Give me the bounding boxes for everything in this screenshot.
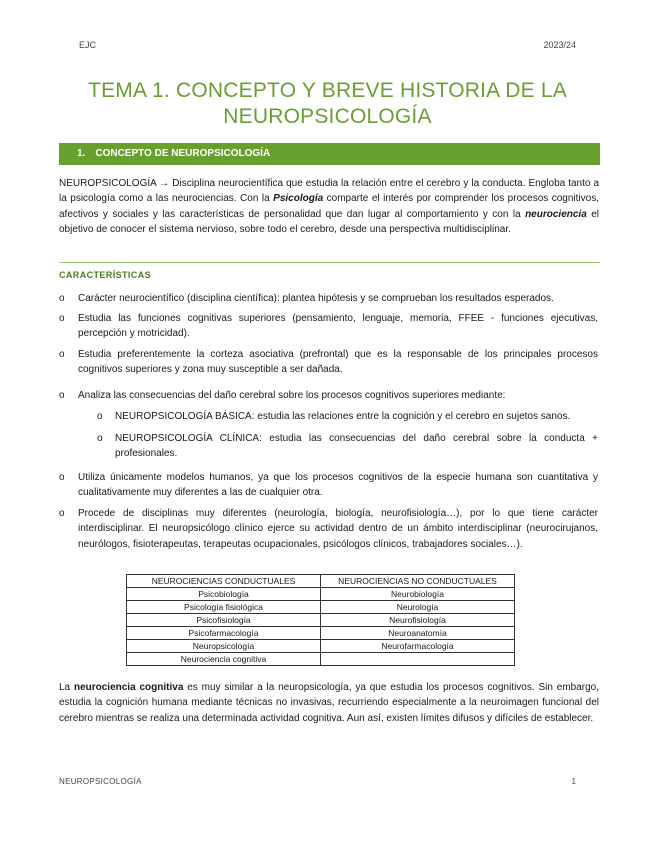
section-divider — [59, 262, 600, 263]
table-cell: Neurociencia cognitiva — [127, 653, 321, 666]
page-number: 1 — [571, 777, 576, 786]
arrow-icon: → — [159, 178, 170, 189]
page-title — [60, 78, 595, 130]
table-cell: Neurofisiología — [321, 614, 515, 627]
bullet-icon: o — [97, 411, 103, 422]
bullet-icon: o — [59, 313, 65, 324]
psicologia-term: Psicología — [273, 193, 324, 205]
table-header-cell: NEUROCIENCIAS CONDUCTUALES — [127, 575, 321, 588]
table-cell: Neurología — [321, 601, 515, 614]
title-line-2: NEUROPSICOLOGÍA — [223, 105, 432, 128]
sub-list-item: o NEUROPSICOLOGÍA CLÍNICA: estudia las consecuencias del daño cerebral sobre la conducta + profesionales. — [97, 433, 598, 460]
bullet-icon: o — [59, 390, 65, 401]
neurociencia-cognitiva-term: neurociencia cognitiva — [73, 682, 184, 693]
sub-list-item: o NEUROPSICOLOGÍA BÁSICA: estudia las relaciones entre la cognición y el cerebro en sujetos sanos. — [115, 409, 598, 424]
section-number: 1. — [77, 148, 86, 159]
table-row — [127, 653, 515, 666]
table-cell: Psicología fisiológica — [127, 601, 321, 614]
list-item: o Analiza las consecuencias del daño cerebral sobre los procesos cognitivos superiores mediante: — [78, 388, 598, 403]
bullet-icon: o — [59, 293, 65, 304]
table-cell: Neuroanatomía — [321, 627, 515, 640]
title-line-1: TEMA 1. CONCEPTO Y BREVE HISTORIA DE LA — [88, 79, 567, 102]
section-label: CONCEPTO DE NEUROPSICOLOGÍA — [95, 148, 271, 159]
table-cell: Psicofarmacología — [127, 627, 321, 640]
bullet-icon: o — [97, 433, 103, 444]
table-cell: Neuropsicología — [127, 640, 321, 653]
footer-title: NEUROPSICOLOGÍA — [59, 777, 142, 786]
closing-paragraph: La neurociencia cognitiva es muy similar a la neuropsicología, ya que estudia los procesos cognitivos. Sin embargo, estudia la cognición humana mediante técnicas no invasivas, recurriendo especialmente a la neuroimagen funcional del cerebro mientras se realiza una determinada actividad cognitiva. Aun así, existen límites difusos y difíciles de establecer. — [59, 682, 600, 724]
neurociencia-term: neurociencia — [525, 208, 587, 220]
list-item: o Carácter neurocientífico (disciplina científica): plantea hipótesis y se comprueban los resultados esperados. — [78, 291, 598, 306]
table-row — [127, 627, 515, 640]
list-item: o Procede de disciplinas muy diferentes (neurología, biología, neurofisiología…), por lo que tiene carácter interdisciplinar. El neuropsicólogo clínico ejerce su actividad dentro de un ámbito interdisciplinar (neurocirujanos, neurólogos, fisioterapeutas, terapeutas ocupacionales, psicólogos clínicos, trabajadores sociales…). — [59, 508, 598, 550]
table-row — [127, 588, 515, 601]
section-heading — [59, 143, 600, 165]
table-cell: Neurofarmacología — [321, 640, 515, 653]
table-cell: Neurobiología — [321, 588, 515, 601]
header-left: EJC — [79, 40, 97, 50]
table-header-cell: NEUROCIENCIAS NO CONDUCTUALES — [321, 575, 515, 588]
intro-paragraph: NEUROPSICOLOGÍA → Disciplina neurocientífica que estudia la relación entre el cerebro y la conducta. Engloba tanto a la psicología como a las neurociencias. Con la Psicología comparte el interés por comprender los procesos cognitivos, afectivos y sociales y las características de personalidad que dan lugar al comportamiento y con la neurociencia el objetivo de conocer el sistema nervioso, sobre todo el cerebro, desde una perspectiva multidisciplinar. — [59, 178, 600, 235]
bullet-icon: o — [59, 508, 65, 519]
bullet-icon: o — [59, 349, 65, 360]
header-right: 2023/24 — [543, 40, 576, 50]
table-row — [127, 640, 515, 653]
characteristics-heading: CARACTERÍSTICAS — [59, 270, 152, 280]
table-cell: Psicobiología — [127, 588, 321, 601]
table-row — [127, 614, 515, 627]
table-header-row — [127, 575, 515, 588]
table-cell — [321, 653, 515, 666]
intro-term: NEUROPSICOLOGÍA — [59, 178, 157, 189]
table-cell: Psicofisiología — [127, 614, 321, 627]
list-item: o Utiliza únicamente modelos humanos, ya que los procesos cognitivos de la especie humana son cuantitativa y cualitativamente muy diferentes a las de cualquier otra. — [59, 472, 598, 499]
list-item: o Estudia las funciones cognitivas superiores (pensamiento, lenguaje, memoria, FFEE - funciones ejecutivas, percepción y motricidad). — [59, 313, 598, 340]
bullet-icon: o — [59, 472, 65, 483]
list-item: o Estudia preferentemente la corteza asociativa (prefrontal) que es la responsable de los principales procesos cognitivos superiores y zona muy susceptible a ser dañada. — [59, 349, 598, 376]
neurosciences-table — [126, 574, 515, 666]
table-row — [127, 601, 515, 614]
